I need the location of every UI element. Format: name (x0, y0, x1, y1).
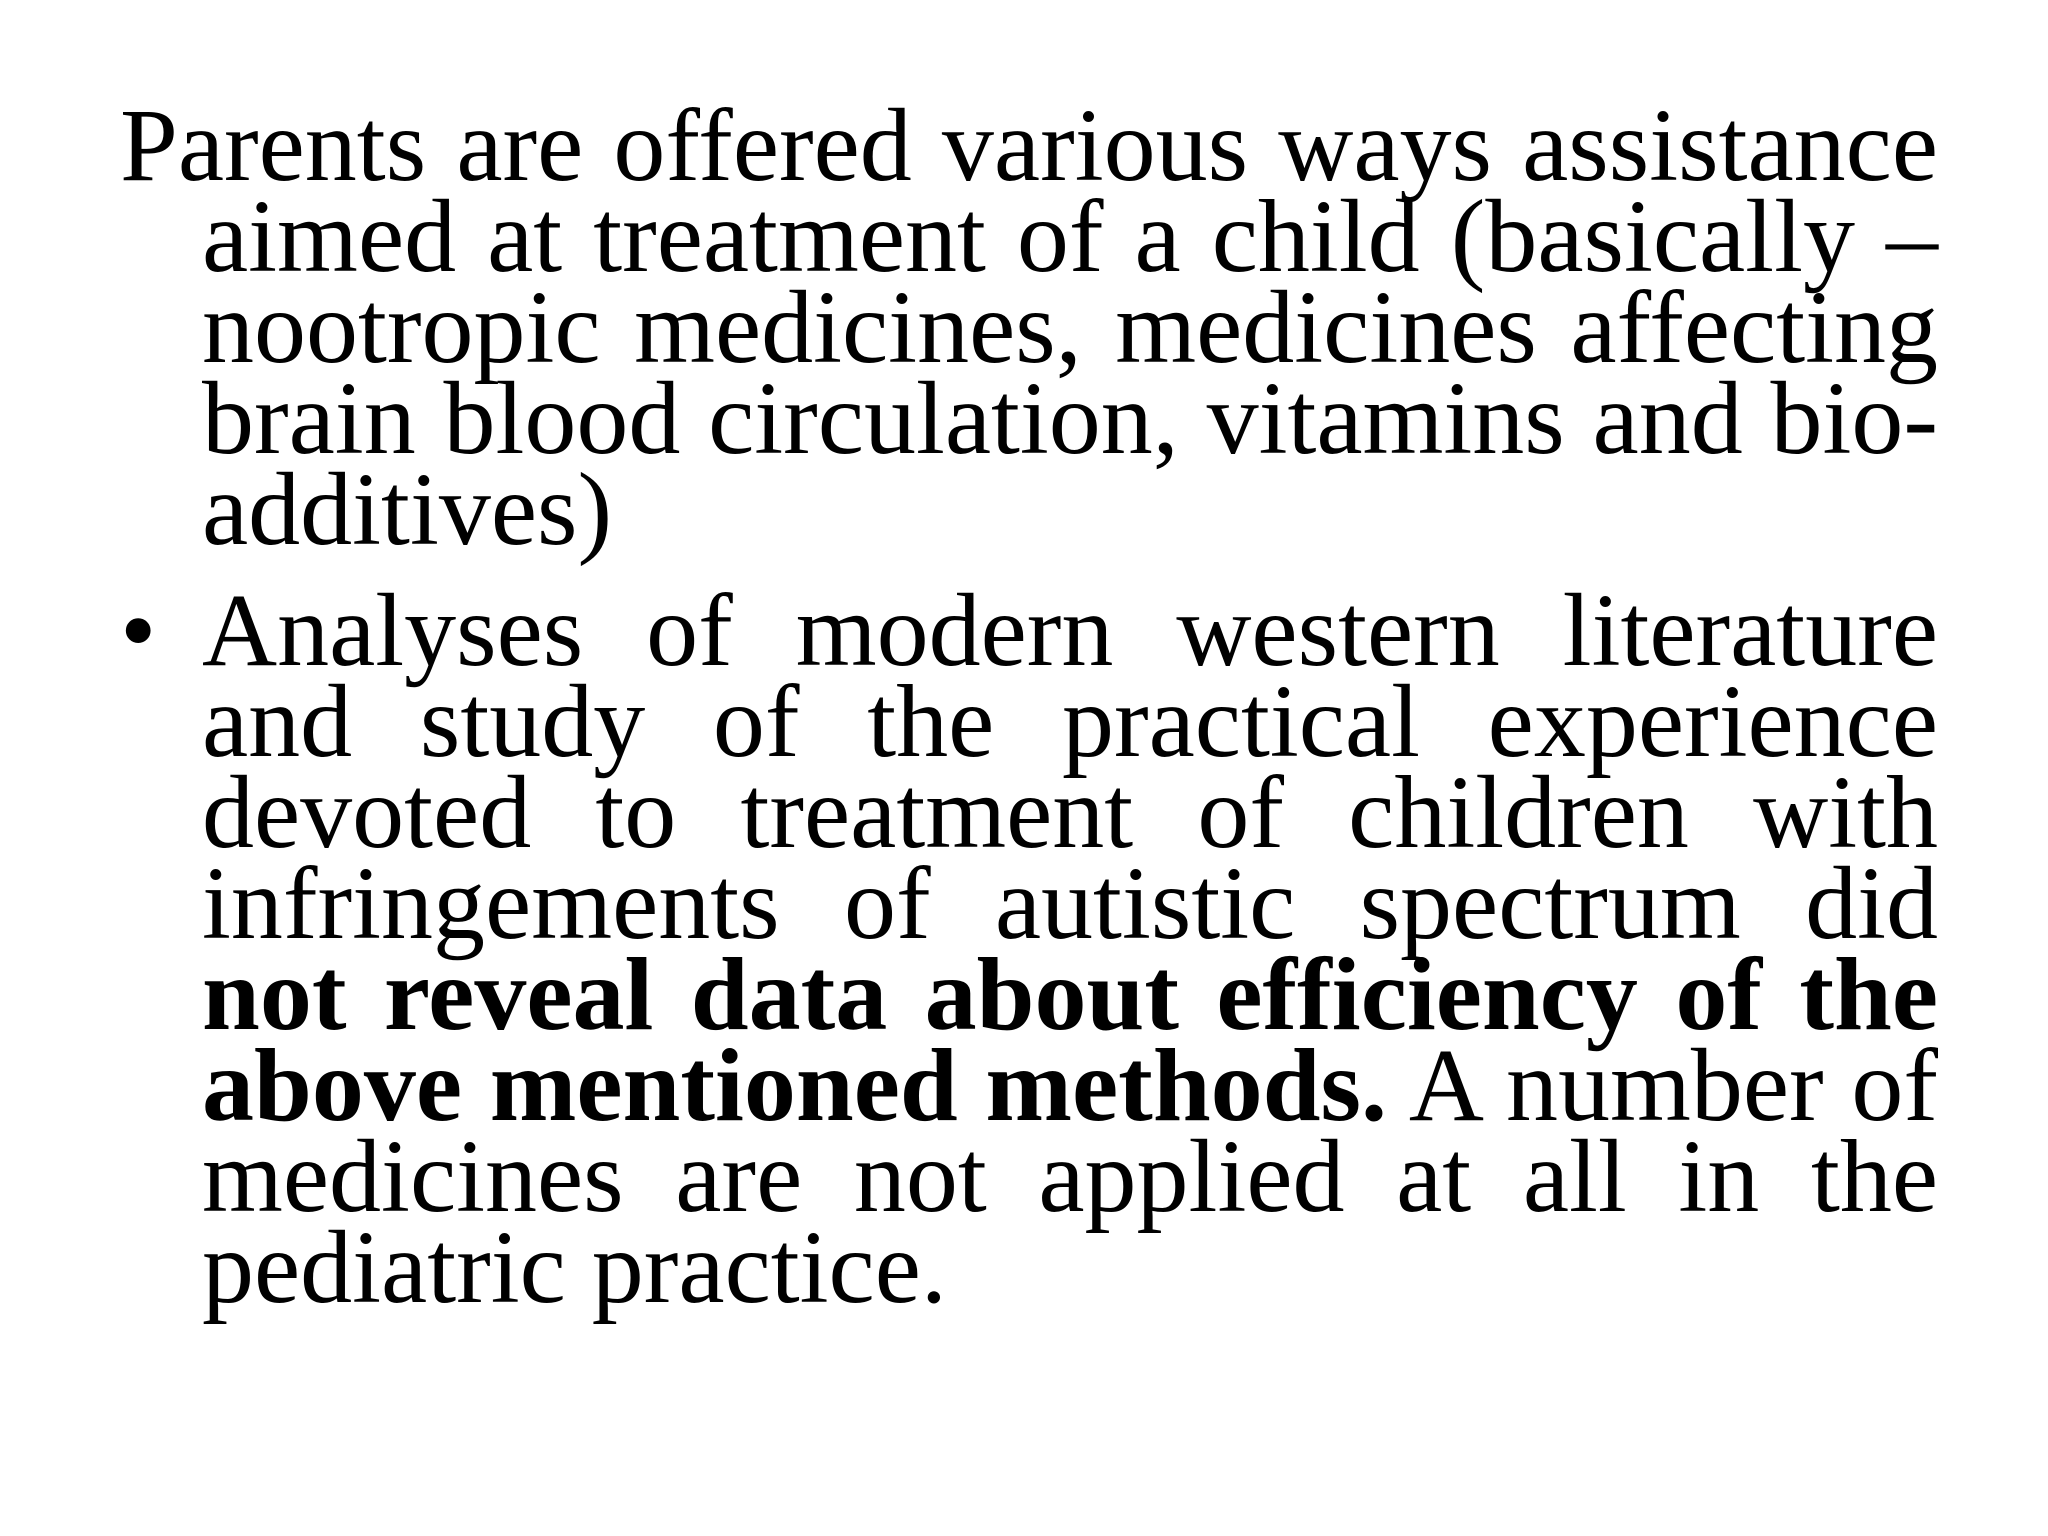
bullet-item-text-end: A number of medicines are not applied at all in the pediatric practice. (202, 1028, 1938, 1325)
paragraph-parents-assistance-text: Parents are offered various ways assistance aimed at treatment of a child (basically – nootropic medicines, medicines affecting brain blood circulation, vitamins and bio-additives) (120, 88, 1938, 567)
bullet-icon: • (120, 573, 157, 688)
paragraph-parents-assistance (120, 88, 1938, 567)
bullet-item-analyses (120, 573, 1938, 1325)
bullet-item-text-start: Analyses of modern western literature and study of the practical experience devoted to treatment of children with infringements of autistic spectrum did (202, 573, 1938, 961)
slide-body (120, 88, 1938, 1325)
bullet-item-bold-text: not reveal data about efficiency of the above mentioned methods. (202, 937, 1938, 1143)
